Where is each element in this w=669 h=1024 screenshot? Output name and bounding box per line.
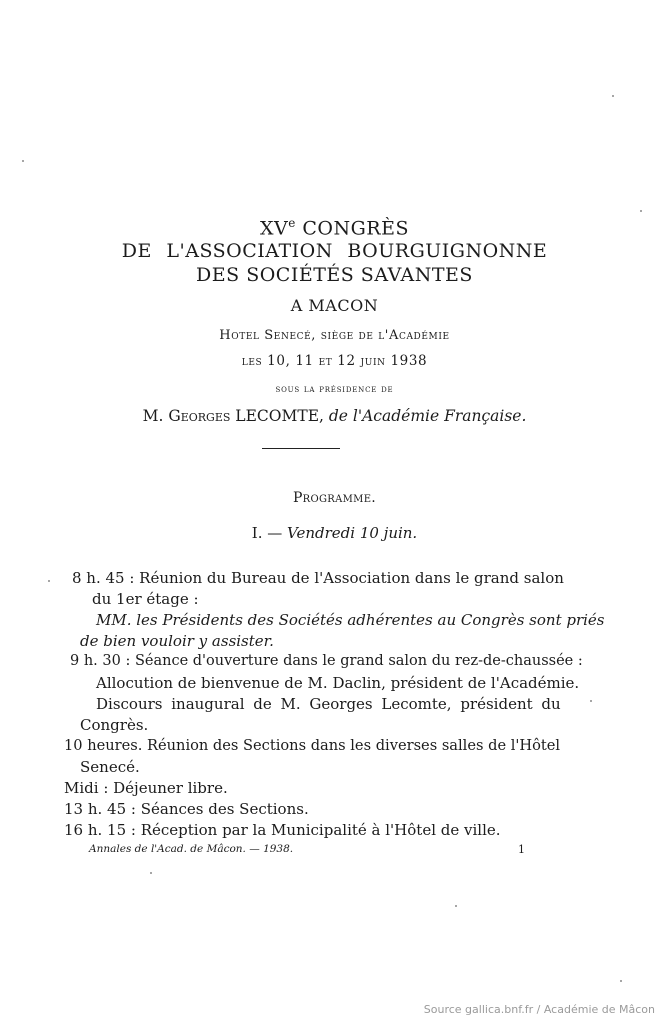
congress-title-line-3: DES SOCIÉTÉS SAVANTES bbox=[196, 264, 473, 286]
city-heading: A MACON bbox=[290, 296, 379, 315]
dates-line: les 10, 11 et 12 juin 1938 bbox=[241, 353, 428, 369]
paper-speck bbox=[22, 160, 24, 162]
program-line: du 1er étage : bbox=[92, 590, 199, 608]
program-line: 13 h. 45 : Séances des Sections. bbox=[64, 800, 309, 818]
president-name: M. Georges LECOMTE, bbox=[142, 407, 324, 425]
day-heading: I. — Vendredi 10 juin. bbox=[251, 524, 418, 542]
paper-speck bbox=[612, 95, 614, 97]
president-title: de l'Académie Française. bbox=[323, 407, 527, 425]
program-line: 9 h. 30 : Séance d'ouverture dans le grand salon du rez-de-chaussée : bbox=[70, 653, 583, 669]
paper-speck bbox=[48, 580, 50, 582]
paper-speck bbox=[455, 905, 457, 907]
section-divider bbox=[262, 448, 340, 449]
venue-line: Hotel Senecé, siège de l'Académie bbox=[219, 328, 450, 343]
journal-citation: Annales de l'Acad. de Mâcon. — 1938. bbox=[89, 843, 294, 855]
program-note-line: MM. les Présidents des Sociétés adhérentes au Congrès sont priés bbox=[96, 611, 605, 629]
paper-speck bbox=[150, 872, 152, 874]
president-line bbox=[0, 407, 669, 425]
paper-speck bbox=[590, 700, 592, 702]
page-number: 1 bbox=[518, 843, 525, 856]
program-line: 16 h. 15 : Réception par la Municipalité à l'Hôtel de ville. bbox=[64, 821, 501, 839]
program-line: Senecé. bbox=[80, 758, 140, 776]
paper-speck bbox=[620, 980, 622, 982]
program-line: Discours inaugural de M. Georges Lecomte, président du bbox=[96, 695, 561, 713]
program-line: Midi : Déjeuner libre. bbox=[64, 779, 228, 797]
source-attribution: Source gallica.bnf.fr / Académie de Mâcon bbox=[423, 1003, 655, 1016]
congress-title-line-1: XVe CONGRÈS bbox=[259, 216, 409, 240]
congress-title-line-2: DE L'ASSOCIATION BOURGUIGNONNE bbox=[121, 240, 548, 262]
paper-speck bbox=[640, 210, 642, 212]
program-line: 8 h. 45 : Réunion du Bureau de l'Association dans le grand salon bbox=[72, 569, 564, 587]
program-line: Allocution de bienvenue de M. Daclin, président de l'Académie. bbox=[96, 674, 580, 692]
program-note-line: de bien vouloir y assister. bbox=[80, 632, 274, 650]
program-heading: Programme. bbox=[292, 490, 377, 506]
program-line: 10 heures. Réunion des Sections dans les diverses salles de l'Hôtel bbox=[64, 737, 561, 754]
presidency-line: sous la présidence de bbox=[275, 384, 394, 395]
program-line: Congrès. bbox=[80, 716, 149, 734]
